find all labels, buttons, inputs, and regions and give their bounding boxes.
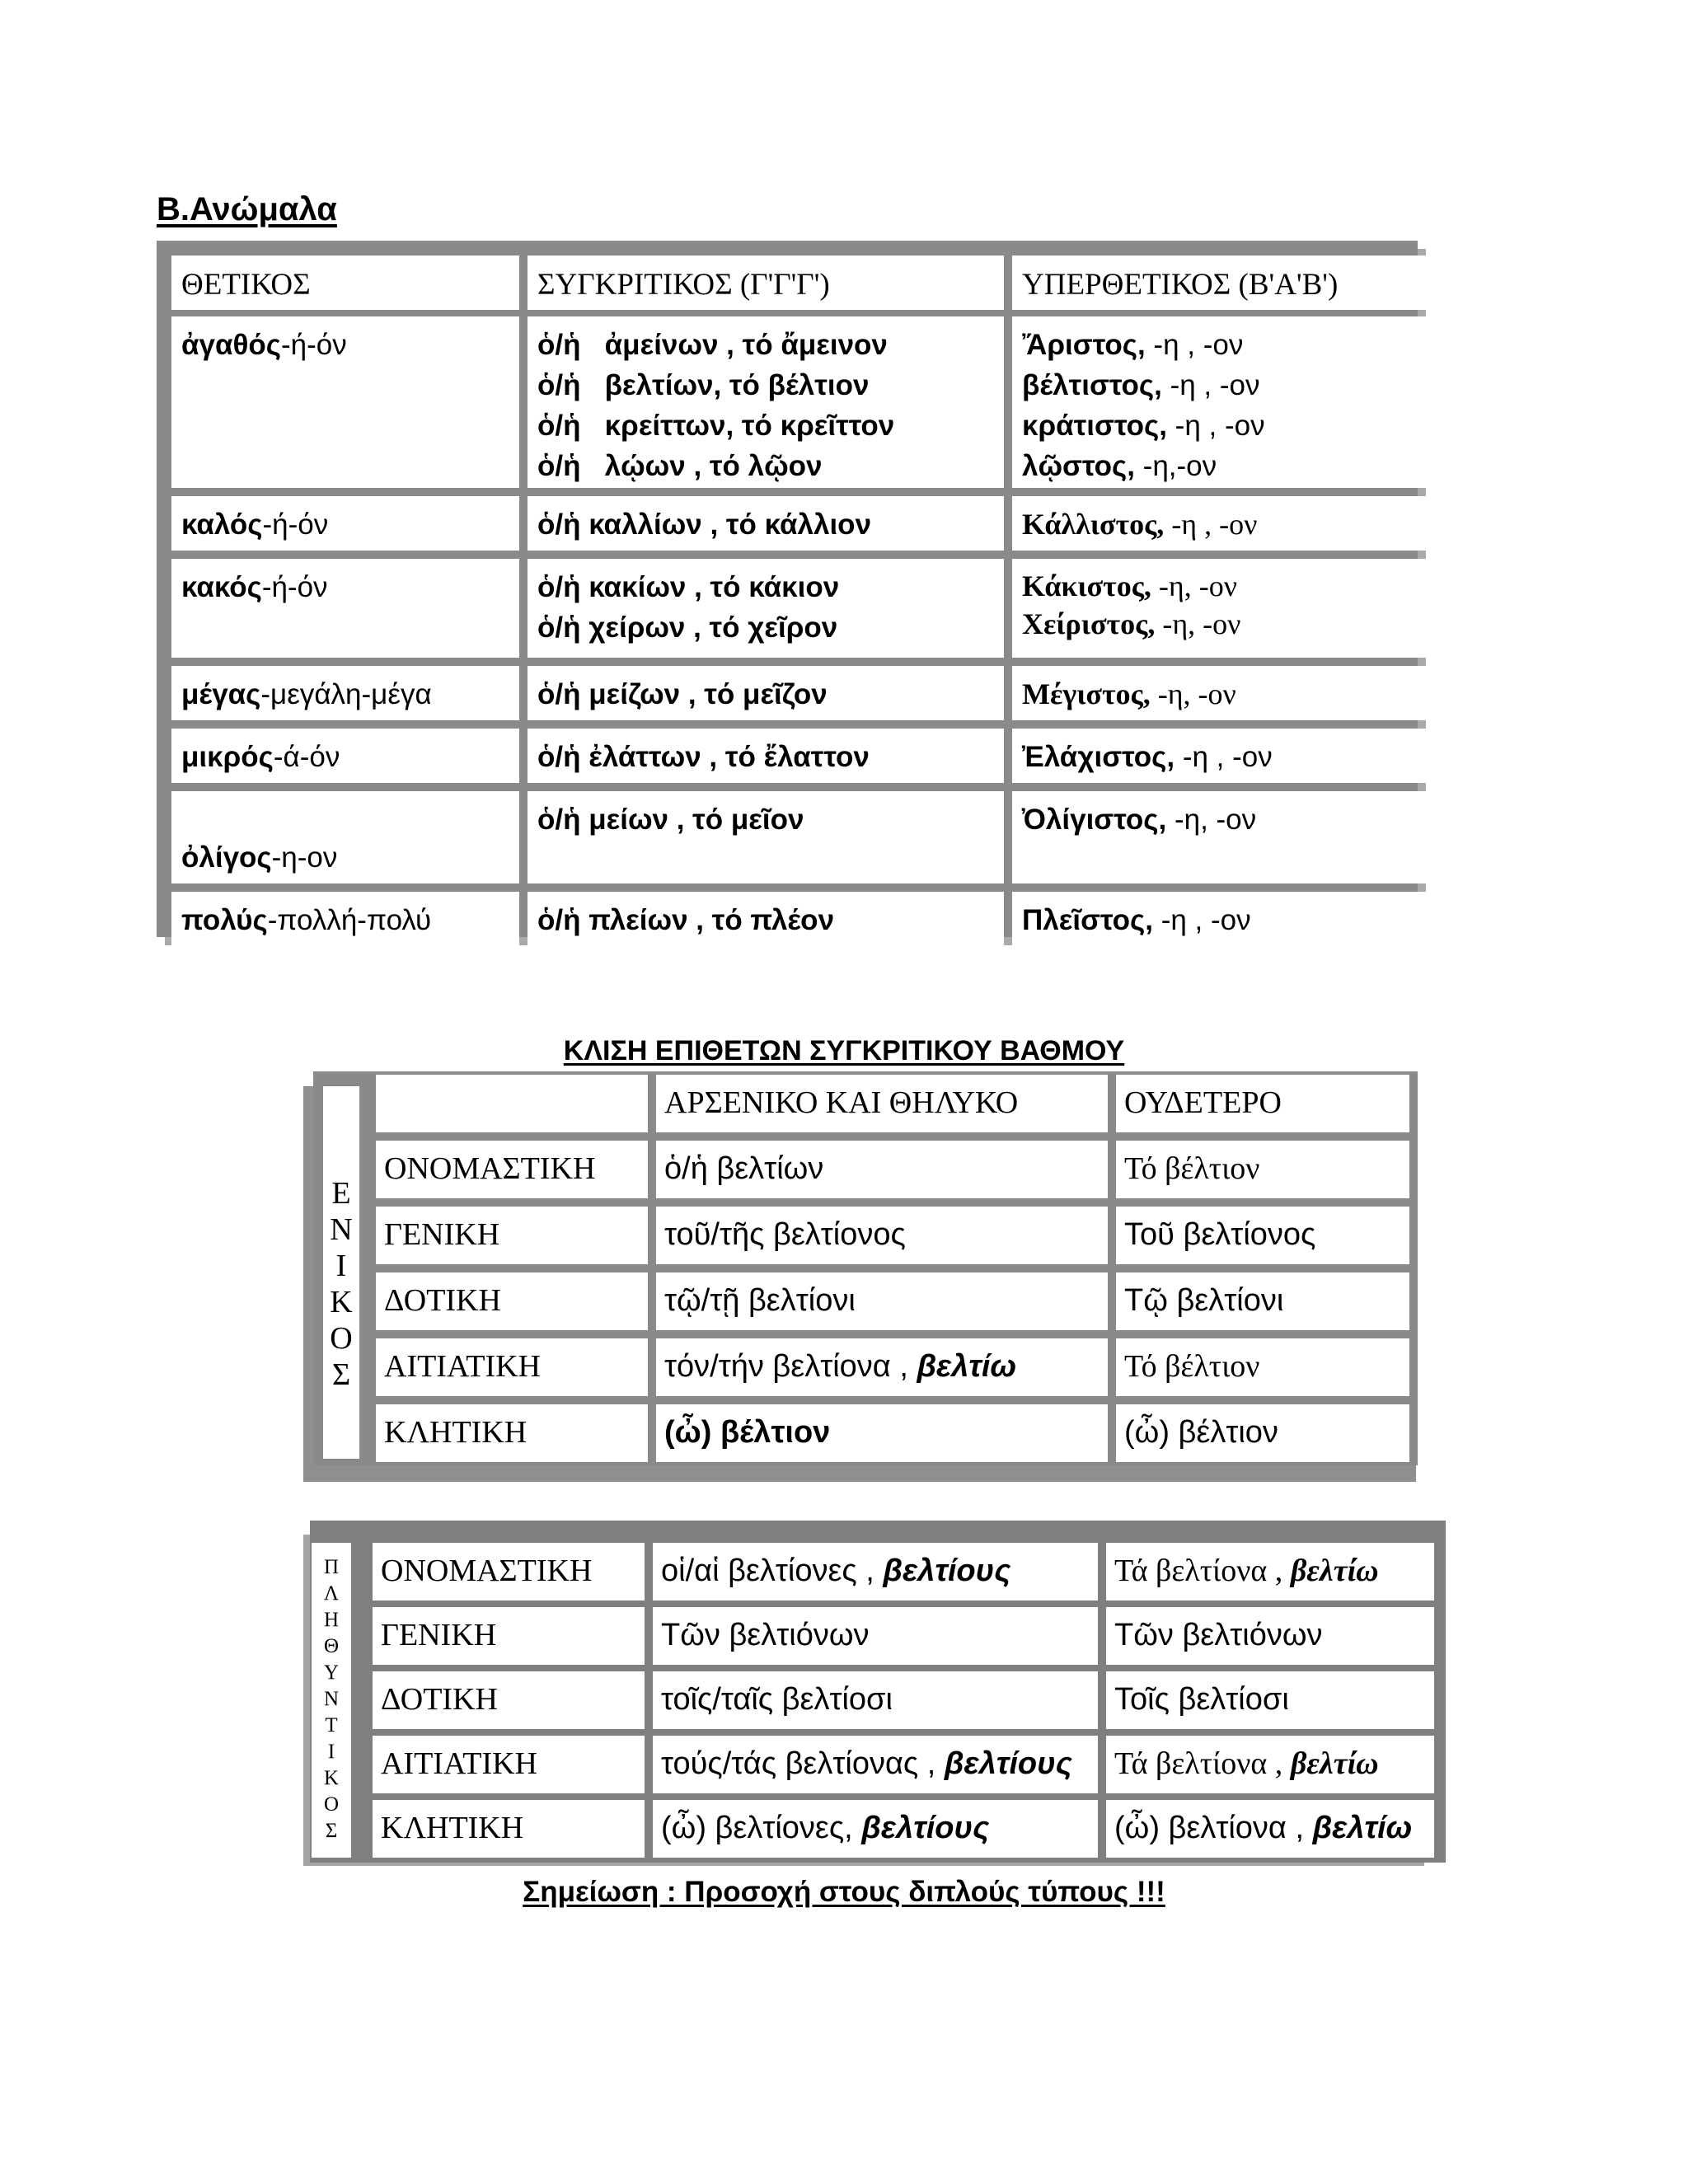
pl-nominative-mf: οἱ/αἱ βελτίονες , βελτίους bbox=[653, 1543, 1098, 1601]
table1-row-kalos-comparative: ὁ/ἡ καλλίων , τό κάλλιον bbox=[528, 496, 1004, 551]
sg-nominative-n: Τό βέλτιον bbox=[1116, 1141, 1409, 1198]
case-vocative: ΚΛΗΤΙΚΗ bbox=[376, 1404, 648, 1462]
comparative-form: ὁ/ἡ λῴων , τό λῷον bbox=[537, 450, 823, 482]
sg-genitive-mf: τοῦ/τῆς βελτίονος bbox=[656, 1207, 1108, 1264]
sg-vocative-mf: (ὦ) βέλτιον bbox=[656, 1404, 1108, 1462]
sg-accusative-mf: τόν/τήν βελτίονα , βελτίω bbox=[656, 1338, 1108, 1396]
note-text: Σημείωση : Προσοχή στους διπλούς τύπους !!! bbox=[523, 1876, 1165, 1908]
pl-accusative-n: Τά βελτίονα , βελτίω bbox=[1106, 1736, 1434, 1793]
positive-stem: ἀγαθός bbox=[181, 329, 281, 361]
singular-letters: Ε Ν Ι Κ Ο Σ bbox=[330, 1176, 353, 1392]
sg-vocative-n: (ὦ) βέλτιον bbox=[1116, 1404, 1409, 1462]
table1-row-kalos-superlative: Κάλλιστος, -η , -ον bbox=[1012, 496, 1444, 551]
declension-title: ΚΛΙΣΗ ΕΠΙΘΕΤΩΝ ΣΥΓΚΡΙΤΙΚΟΥ ΒΑΘΜΟΥ bbox=[563, 1035, 1125, 1066]
table1-row-oligos-comparative: ὁ/ἡ μείων , τό μεῖον bbox=[528, 791, 1004, 883]
pl-dative-n: Τοῖς βελτίοσι bbox=[1106, 1671, 1434, 1729]
pl-vocative-n: (ὦ) βελτίονα , βελτίω bbox=[1106, 1800, 1434, 1858]
table2-header-blank bbox=[376, 1075, 648, 1132]
comparative-form: ὁ/ἡ βελτίων, τό βέλτιον bbox=[537, 369, 870, 401]
table1-row-kakos-comparative: ὁ/ἡ κακίων , τό κάκιον ὁ/ἡ χείρων , τό χεῖρον bbox=[528, 559, 1004, 658]
table1-row-polys-superlative: Πλεῖστος, -η , -ον bbox=[1012, 892, 1444, 946]
table2-header-masc-fem: ΑΡΣΕΝΙΚΟ ΚΑΙ ΘΗΛΥΚΟ bbox=[656, 1075, 1108, 1132]
comparative-form: ὁ/ἡ ἀμείνων , τό ἄμεινον bbox=[537, 329, 888, 361]
case-accusative: ΑΙΤΙΑΤΙΚΗ bbox=[376, 1338, 648, 1396]
table1-row-megas-positive: μέγας-μεγάλη-μέγα bbox=[171, 666, 519, 720]
singular-vertical-label bbox=[323, 1086, 359, 1459]
case-dative: ΔΟΤΙΚΗ bbox=[376, 1272, 648, 1330]
section-heading: Β.Ανώμαλα bbox=[157, 191, 337, 227]
table1-row-polys-positive: πολύς-πολλή-πολύ bbox=[171, 892, 519, 946]
pl-dative-mf: τοῖς/ταῖς βελτίοσι bbox=[653, 1671, 1098, 1729]
plural-letters: Π Λ Η Θ Υ Ν Τ Ι Κ Ο Σ bbox=[323, 1556, 340, 1842]
table1-header-comparative: ΣΥΓΚΡΙΤΙΚΟΣ (Γ'Γ'Γ') bbox=[528, 255, 1004, 310]
table1-row-oligos-positive: ὀλίγος-η-ον bbox=[171, 791, 519, 883]
sg-nominative-mf: ὁ/ἡ βελτίων bbox=[656, 1141, 1108, 1198]
pl-nominative-n: Τά βελτίονα , βελτίω bbox=[1106, 1543, 1434, 1601]
pl-vocative-mf: (ὦ) βελτίονες, βελτίους bbox=[653, 1800, 1098, 1858]
table1-row-kakos-positive: κακός-ή-όν bbox=[171, 559, 519, 658]
table1-row-agathos-comparative bbox=[528, 316, 1004, 488]
sg-genitive-n: Τοῦ βελτίονος bbox=[1116, 1207, 1409, 1264]
pl-case-genitive: ΓΕΝΙΚΗ bbox=[373, 1607, 645, 1665]
table1-row-mikros-superlative: Ἐλάχιστος, -η , -ον bbox=[1012, 729, 1444, 783]
sg-accusative-n: Τό βέλτιον bbox=[1116, 1338, 1409, 1396]
table1-row-agathos-positive bbox=[171, 316, 519, 488]
table1-row-megas-superlative: Μέγιστος, -η, -ον bbox=[1012, 666, 1444, 720]
table1-row-mikros-comparative: ὁ/ἡ ἐλάττων , τό ἔλαττον bbox=[528, 729, 1004, 783]
positive-endings: -ή-όν bbox=[281, 329, 347, 361]
plural-vertical-label bbox=[312, 1543, 351, 1858]
sg-dative-n: Τῷ βελτίονι bbox=[1116, 1272, 1409, 1330]
table1-row-polys-comparative: ὁ/ἡ πλείων , τό πλέον bbox=[528, 892, 1004, 946]
case-nominative: ΟΝΟΜΑΣΤΙΚΗ bbox=[376, 1141, 648, 1198]
pl-case-nominative: ΟΝΟΜΑΣΤΙΚΗ bbox=[373, 1543, 645, 1601]
superlative-form: κράτιστος, -η , -ον bbox=[1022, 410, 1265, 442]
pl-case-dative: ΔΟΤΙΚΗ bbox=[373, 1671, 645, 1729]
pl-case-vocative: ΚΛΗΤΙΚΗ bbox=[373, 1800, 645, 1858]
superlative-form: λῷστος, -η,-ον bbox=[1022, 450, 1217, 482]
superlative-form: βέλτιστος, -η , -ον bbox=[1022, 369, 1260, 401]
table1-header-positive: ΘΕΤΙΚΟΣ bbox=[171, 255, 519, 310]
table2-header-neuter: ΟΥΔΕΤΕΡΟ bbox=[1116, 1075, 1409, 1132]
case-genitive: ΓΕΝΙΚΗ bbox=[376, 1207, 648, 1264]
pl-genitive-mf: Τῶν βελτιόνων bbox=[653, 1607, 1098, 1665]
table1-header-superlative: ΥΠΕΡΘΕΤΙΚΟΣ (Β'Α'Β') bbox=[1012, 255, 1444, 310]
superlative-form: Ἄριστος, -η , -ον bbox=[1022, 329, 1244, 361]
table1-row-kalos-positive: καλός-ή-όν bbox=[171, 496, 519, 551]
table1-row-kakos-superlative: Κάκιστος, -η, -ον Χείριστος, -η, -ον bbox=[1012, 559, 1444, 658]
table1-row-agathos-superlative bbox=[1012, 316, 1444, 488]
pl-accusative-mf: τούς/τάς βελτίονας , βελτίους bbox=[653, 1736, 1098, 1793]
pl-case-accusative: ΑΙΤΙΑΤΙΚΗ bbox=[373, 1736, 645, 1793]
table1-row-oligos-superlative: Ὀλίγιστος, -η, -ον bbox=[1012, 791, 1444, 883]
table1-row-mikros-positive: μικρός-ά-όν bbox=[171, 729, 519, 783]
comparative-form: ὁ/ἡ κρείττων, τό κρεῖττον bbox=[537, 410, 895, 442]
sg-dative-mf: τῷ/τῇ βελτίονι bbox=[656, 1272, 1108, 1330]
pl-genitive-n: Τῶν βελτιόνων bbox=[1106, 1607, 1434, 1665]
table1-row-megas-comparative: ὁ/ἡ μείζων , τό μεῖζον bbox=[528, 666, 1004, 720]
